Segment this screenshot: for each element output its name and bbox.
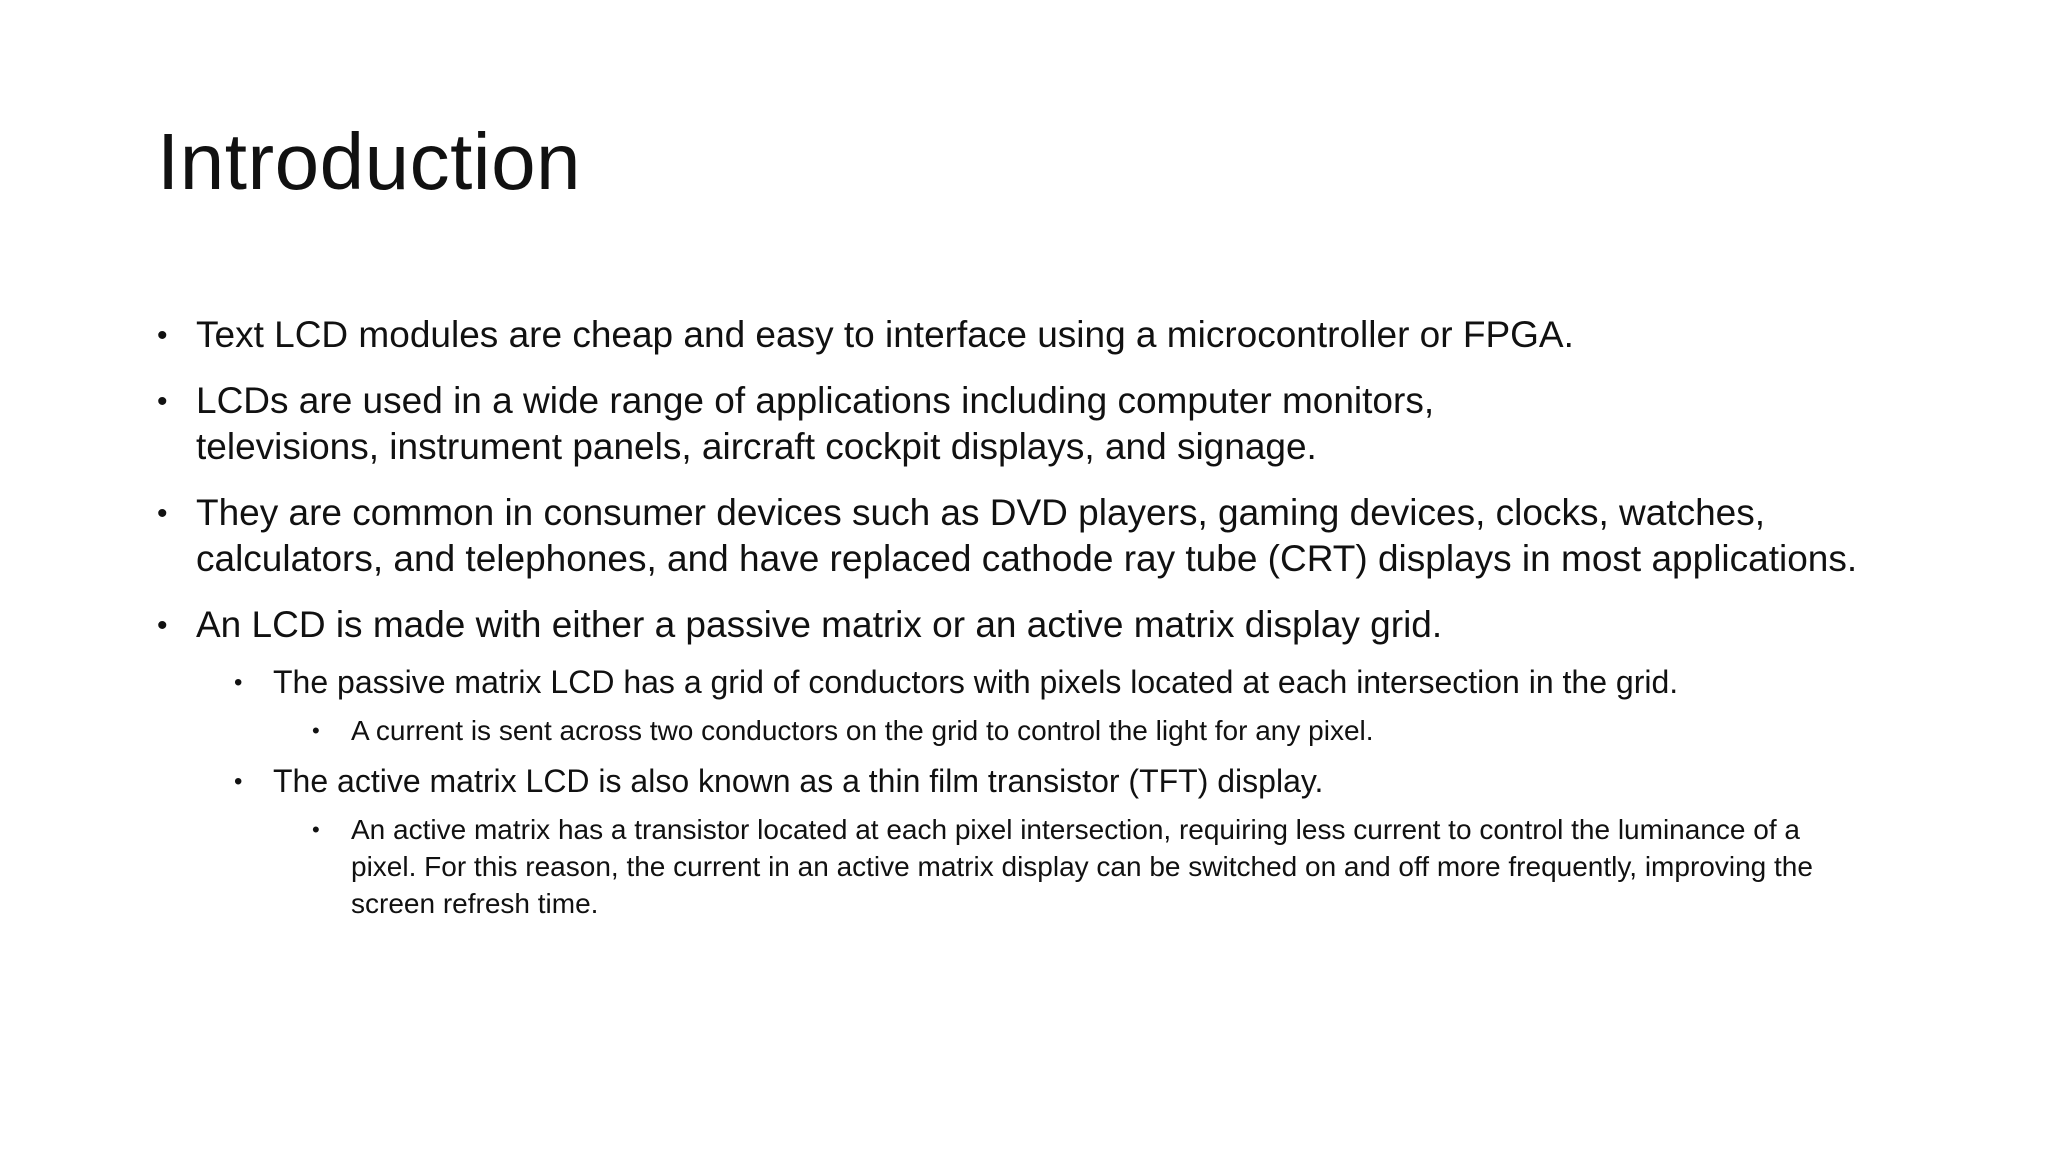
sub-sub-bullet-text: An active matrix has a transistor located at each pixel intersection, requiring less current to control the luminance of a pixel. For this reason, the current in an active matrix display can be switched on and off more frequently, improving the screen refresh time.	[351, 814, 1813, 919]
bullet-text: LCDs are used in a wide range of applications including computer monitors, televisions, instrument panels, aircraft cockpit displays, and signage.	[196, 380, 1435, 467]
bullet-dot-icon: •	[234, 669, 243, 696]
sub-sub-bullet-item	[312, 712, 1997, 749]
sub-bullet-text: The active matrix LCD is also known as a thin film transistor (TFT) display.	[273, 763, 1324, 799]
bullet-dot-icon: •	[157, 497, 168, 530]
bullet-text: An LCD is made with either a passive matrix or an active matrix display grid.	[196, 604, 1443, 645]
sub-bullet-text: The passive matrix LCD has a grid of conductors with pixels located at each intersection in the grid.	[273, 664, 1679, 700]
bullet-dot-icon: •	[157, 609, 168, 642]
bullet-dot-icon: •	[312, 718, 320, 743]
bullet-dot-icon: •	[157, 385, 168, 418]
bullet-item	[157, 490, 1956, 582]
sub-bullet-item	[234, 761, 1997, 801]
slide-title: Introduction	[157, 117, 582, 206]
bullet-dot-icon: •	[234, 768, 243, 795]
bullet-text: They are common in consumer devices such as DVD players, gaming devices, clocks, watches, calculators, and telephones, and have replaced cathode ray tube (CRT) displays in most applications.	[196, 492, 1858, 579]
bullet-list	[157, 312, 1997, 930]
sub-sub-bullet-item	[312, 811, 1831, 922]
bullet-dot-icon: •	[312, 817, 320, 842]
bullet-item	[157, 378, 1616, 470]
bullet-item	[157, 602, 1997, 648]
bullet-text: Text LCD modules are cheap and easy to interface using a microcontroller or FPGA.	[196, 314, 1574, 355]
sub-bullet-item	[234, 662, 1997, 702]
bullet-dot-icon: •	[157, 319, 168, 352]
bullet-item	[157, 312, 1997, 358]
sub-sub-bullet-text: A current is sent across two conductors on the grid to control the light for any pixel.	[351, 715, 1374, 746]
